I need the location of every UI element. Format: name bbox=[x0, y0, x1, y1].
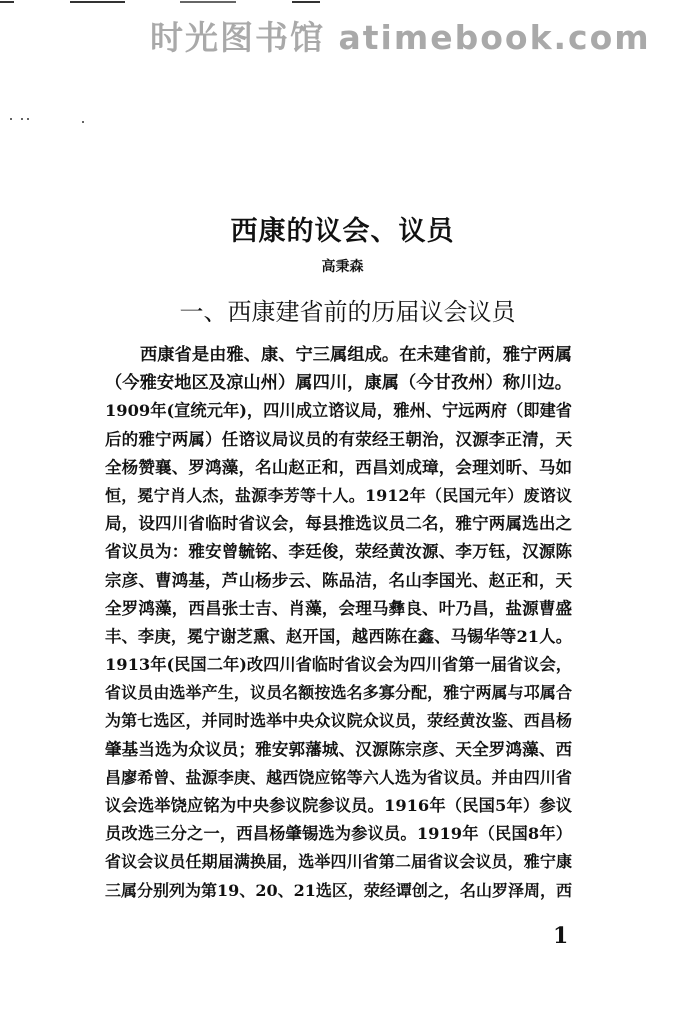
scan-speck bbox=[10, 118, 12, 120]
article-title: 西康的议会、议员 bbox=[230, 216, 455, 247]
section-heading: 一、西康建省前的历届议会议员 bbox=[179, 298, 516, 326]
scan-edge-mark bbox=[0, 1, 14, 3]
body-line: 全杨赞襄、罗鸿藻，名山赵正和，西昌刘成璋，会理刘昕、马如 bbox=[105, 457, 572, 477]
body-line: 省议员由选举产生，议员名额按选名多寡分配，雅宁两属与邛属合 bbox=[105, 683, 572, 703]
body-line: 议会选举饶应铭为中央参议院参议员。1916年（民国5年）参议 bbox=[105, 796, 572, 815]
body-line: 三属分别列为第19、20、21选区，荥经谭创之，名山罗泽周，西 bbox=[105, 880, 572, 900]
article-body bbox=[105, 341, 572, 905]
page-number: 1 bbox=[553, 923, 569, 949]
scan-speck bbox=[21, 118, 23, 120]
body-line: （今雅安地区及凉山州）属四川，康属（今甘孜州）称川边。 bbox=[105, 373, 572, 394]
watermark: 时光图书馆 atimebook.com bbox=[150, 18, 651, 57]
body-line: 员改选三分之一，西昌杨肇锡选为参议员。1919年（民国8年） bbox=[105, 824, 572, 844]
body-line: 省议员为：雅安曾毓铭、李廷俊，荥经黄汝源、李万钰，汉源陈 bbox=[105, 542, 572, 562]
article-author: 高秉森 bbox=[321, 259, 364, 275]
body-line: 丰、李庚，冕宁谢芝熏、赵开国，越西陈在鑫、马锡华等21人。 bbox=[105, 626, 572, 646]
body-line: 1913年(民国二年)改四川省临时省议会为四川省第一届省议会， bbox=[105, 655, 572, 675]
body-line: 恒，冕宁肖人杰，盐源李芳等十人。1912年（民国元年）废谘议 bbox=[105, 485, 572, 505]
scan-edge-mark bbox=[70, 1, 125, 3]
scan-speck bbox=[82, 121, 84, 123]
body-line: 西康省是由雅、康、宁三属组成。在未建省前，雅宁两属 bbox=[140, 345, 572, 365]
body-line: 1909年(宣统元年)，四川成立谘议局，雅州、宁远两府（即建省 bbox=[105, 401, 572, 421]
body-line: 昌廖希曾、盐源李庚、越西饶应铭等六人选为省议员。并由四川省 bbox=[105, 767, 572, 787]
scan-speck bbox=[27, 118, 29, 120]
scan-edge-mark bbox=[292, 1, 320, 3]
body-line: 省议会议员任期届满换届，选举四川省第二届省议会议员，雅宁康 bbox=[105, 852, 572, 872]
scan-edge-mark bbox=[180, 1, 236, 3]
body-line: 局，设四川省临时省议会，每县推选议员二名，雅宁两属选出之 bbox=[105, 514, 572, 534]
body-line: 为第七选区，并同时选举中央众议院众议员，荥经黄汝鉴、西昌杨 bbox=[105, 711, 572, 731]
body-line: 肇基当选为众议员；雅安郭藩城、汉源陈宗彦、天全罗鸿藻、西 bbox=[105, 739, 572, 759]
body-line: 后的雅宁两属）任谘议局议员的有荥经王朝治，汉源李正清，天 bbox=[105, 429, 572, 449]
body-line: 全罗鸿藻，西昌张士吉、肖藻，会理马彝良、叶乃昌，盐源曹盛 bbox=[105, 598, 572, 618]
body-line: 宗彦、曹鸿基，芦山杨步云、陈品洁，名山李国光、赵正和，天 bbox=[105, 570, 572, 590]
